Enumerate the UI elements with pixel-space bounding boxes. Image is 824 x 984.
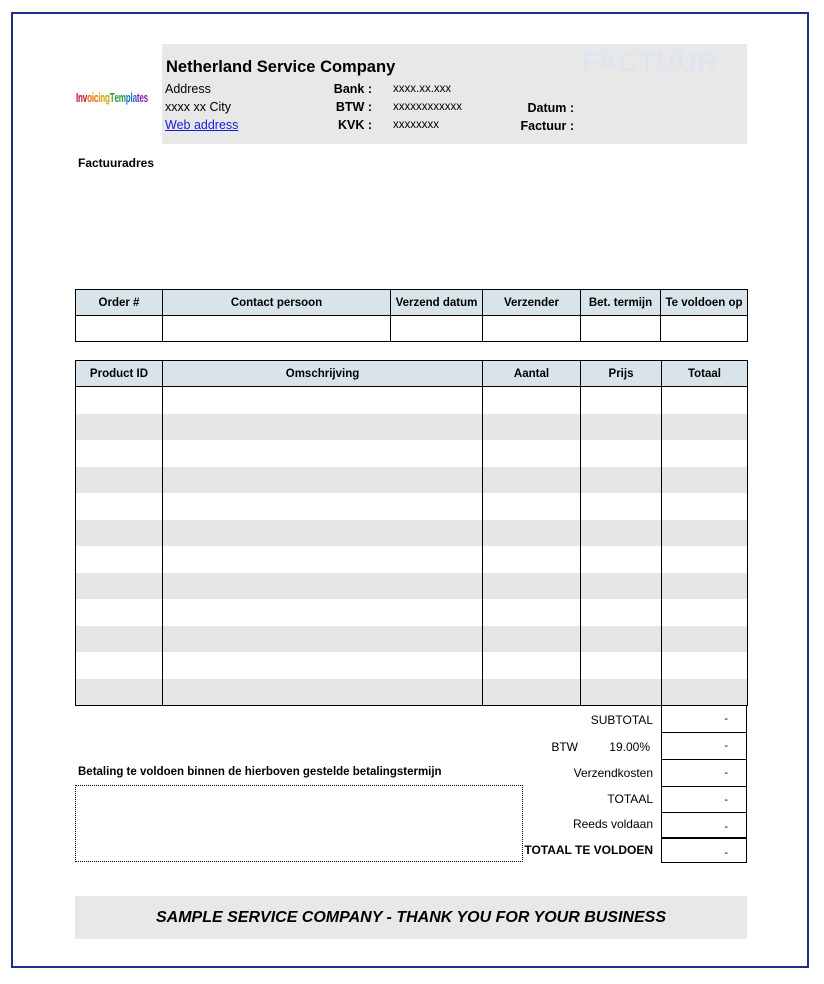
price-cell[interactable] <box>581 493 662 520</box>
invoicing-templates-logo: InvoicingTemplates <box>76 90 148 105</box>
total-cell[interactable] <box>662 493 748 520</box>
payment-terms-header: Bet. termijn <box>581 290 661 316</box>
table-row <box>76 414 748 441</box>
contact-person-header: Contact persoon <box>163 290 391 316</box>
shipping-cost-label: Verzendkosten <box>573 766 653 780</box>
table-row <box>76 387 748 414</box>
table-row <box>76 467 748 494</box>
web-address-link[interactable]: Web address <box>165 118 239 132</box>
table-row <box>76 520 748 547</box>
price-cell[interactable] <box>581 387 662 414</box>
price-cell[interactable] <box>581 546 662 573</box>
quantity-cell[interactable] <box>483 599 581 626</box>
total-cell[interactable] <box>662 414 748 441</box>
quantity-cell[interactable] <box>483 652 581 679</box>
order-info-table <box>75 289 748 342</box>
quantity-cell[interactable] <box>483 626 581 653</box>
product-id-cell[interactable] <box>76 546 163 573</box>
btw-label: BTW : <box>335 100 372 114</box>
btw-value: xxxxxxxxxxxx <box>393 101 462 113</box>
quantity-cell[interactable] <box>483 387 581 414</box>
order-number-header: Order # <box>76 290 163 316</box>
total-cell[interactable] <box>662 599 748 626</box>
table-row <box>76 546 748 573</box>
quantity-header: Aantal <box>483 361 581 387</box>
total-cell[interactable] <box>662 652 748 679</box>
product-id-cell[interactable] <box>76 414 163 441</box>
price-cell[interactable] <box>581 626 662 653</box>
order-number-cell[interactable] <box>76 316 163 342</box>
billing-address-label: Factuuradres <box>78 156 155 170</box>
quantity-cell[interactable] <box>483 520 581 547</box>
total-cell[interactable] <box>662 467 748 494</box>
quantity-cell[interactable] <box>483 573 581 600</box>
product-id-cell[interactable] <box>76 467 163 494</box>
quantity-cell[interactable] <box>483 440 581 467</box>
table-row <box>76 652 748 679</box>
amount-due-label: TOTAAL TE VOLDOEN <box>524 843 653 857</box>
table-row <box>76 626 748 653</box>
product-id-cell[interactable] <box>76 652 163 679</box>
table-row <box>76 493 748 520</box>
price-cell[interactable] <box>581 679 662 706</box>
payment-notes-box[interactable] <box>75 785 523 862</box>
quantity-cell[interactable] <box>483 414 581 441</box>
kvk-label: KVK : <box>337 118 372 132</box>
total-cell[interactable] <box>662 626 748 653</box>
description-header: Omschrijving <box>163 361 483 387</box>
table-row <box>76 599 748 626</box>
quantity-cell[interactable] <box>483 467 581 494</box>
description-cell[interactable] <box>163 546 483 573</box>
thank-you-footer: SAMPLE SERVICE COMPANY - THANK YOU FOR YOUR BUSINESS <box>75 896 747 939</box>
due-date-cell[interactable] <box>661 316 748 342</box>
shipper-cell[interactable] <box>483 316 581 342</box>
description-cell[interactable] <box>163 573 483 600</box>
description-cell[interactable] <box>163 520 483 547</box>
table-row <box>76 573 748 600</box>
ship-date-cell[interactable] <box>391 316 483 342</box>
product-id-cell[interactable] <box>76 573 163 600</box>
total-value: - <box>661 787 747 813</box>
bank-value: xxxx.xx.xxx <box>393 83 452 95</box>
price-cell[interactable] <box>581 467 662 494</box>
product-id-cell[interactable] <box>76 520 163 547</box>
price-cell[interactable] <box>581 414 662 441</box>
product-id-cell[interactable] <box>76 493 163 520</box>
line-items-table <box>75 360 748 706</box>
description-cell[interactable] <box>163 414 483 441</box>
description-cell[interactable] <box>163 626 483 653</box>
price-cell[interactable] <box>581 440 662 467</box>
shipping-cost-value[interactable]: - <box>661 760 747 787</box>
description-cell[interactable] <box>163 467 483 494</box>
description-cell[interactable] <box>163 679 483 706</box>
subtotal-value: - <box>661 706 747 733</box>
quantity-cell[interactable] <box>483 493 581 520</box>
product-id-cell[interactable] <box>76 599 163 626</box>
description-cell[interactable] <box>163 387 483 414</box>
factuur-label: Factuur : <box>520 119 574 133</box>
total-cell[interactable] <box>662 387 748 414</box>
payment-terms-note: Betaling te voldoen binnen de hierboven gestelde betalingstermijn <box>78 766 442 778</box>
amount-due-value: - <box>661 838 747 863</box>
btw-summary-label: BTW <box>551 740 578 754</box>
bank-label: Bank : <box>333 82 372 96</box>
total-cell[interactable] <box>662 520 748 547</box>
total-cell[interactable] <box>662 440 748 467</box>
company-city: xxxx xx City <box>165 100 231 114</box>
description-cell[interactable] <box>163 493 483 520</box>
price-cell[interactable] <box>581 573 662 600</box>
factuur-watermark: FACTUUR <box>582 47 718 77</box>
subtotal-label: SUBTOTAL <box>590 713 653 727</box>
price-cell[interactable] <box>581 652 662 679</box>
product-id-header: Product ID <box>76 361 163 387</box>
table-row <box>76 440 748 467</box>
company-name: Netherland Service Company <box>166 58 396 76</box>
total-cell[interactable] <box>662 679 748 706</box>
price-header: Prijs <box>581 361 662 387</box>
btw-rate[interactable]: 19.00% <box>609 740 650 754</box>
contact-person-cell[interactable] <box>163 316 391 342</box>
already-paid-value[interactable]: - <box>661 813 747 838</box>
total-label: TOTAAL <box>607 792 653 806</box>
company-address: Address <box>165 82 211 96</box>
product-id-cell[interactable] <box>76 387 163 414</box>
total-cell[interactable] <box>662 546 748 573</box>
due-date-header: Te voldoen op <box>661 290 748 316</box>
payment-terms-cell[interactable] <box>581 316 661 342</box>
description-cell[interactable] <box>163 599 483 626</box>
already-paid-label: Reeds voldaan <box>572 817 653 831</box>
product-id-cell[interactable] <box>76 626 163 653</box>
description-cell[interactable] <box>163 440 483 467</box>
total-header: Totaal <box>662 361 748 387</box>
description-cell[interactable] <box>163 652 483 679</box>
table-row <box>76 679 748 706</box>
product-id-cell[interactable] <box>76 679 163 706</box>
ship-date-header: Verzend datum <box>391 290 483 316</box>
quantity-cell[interactable] <box>483 546 581 573</box>
btw-summary-value: - <box>661 733 747 760</box>
product-id-cell[interactable] <box>76 440 163 467</box>
total-cell[interactable] <box>662 573 748 600</box>
kvk-value: xxxxxxxx <box>393 119 439 131</box>
datum-label: Datum : <box>527 101 574 115</box>
quantity-cell[interactable] <box>483 679 581 706</box>
price-cell[interactable] <box>581 520 662 547</box>
price-cell[interactable] <box>581 599 662 626</box>
shipper-header: Verzender <box>483 290 581 316</box>
